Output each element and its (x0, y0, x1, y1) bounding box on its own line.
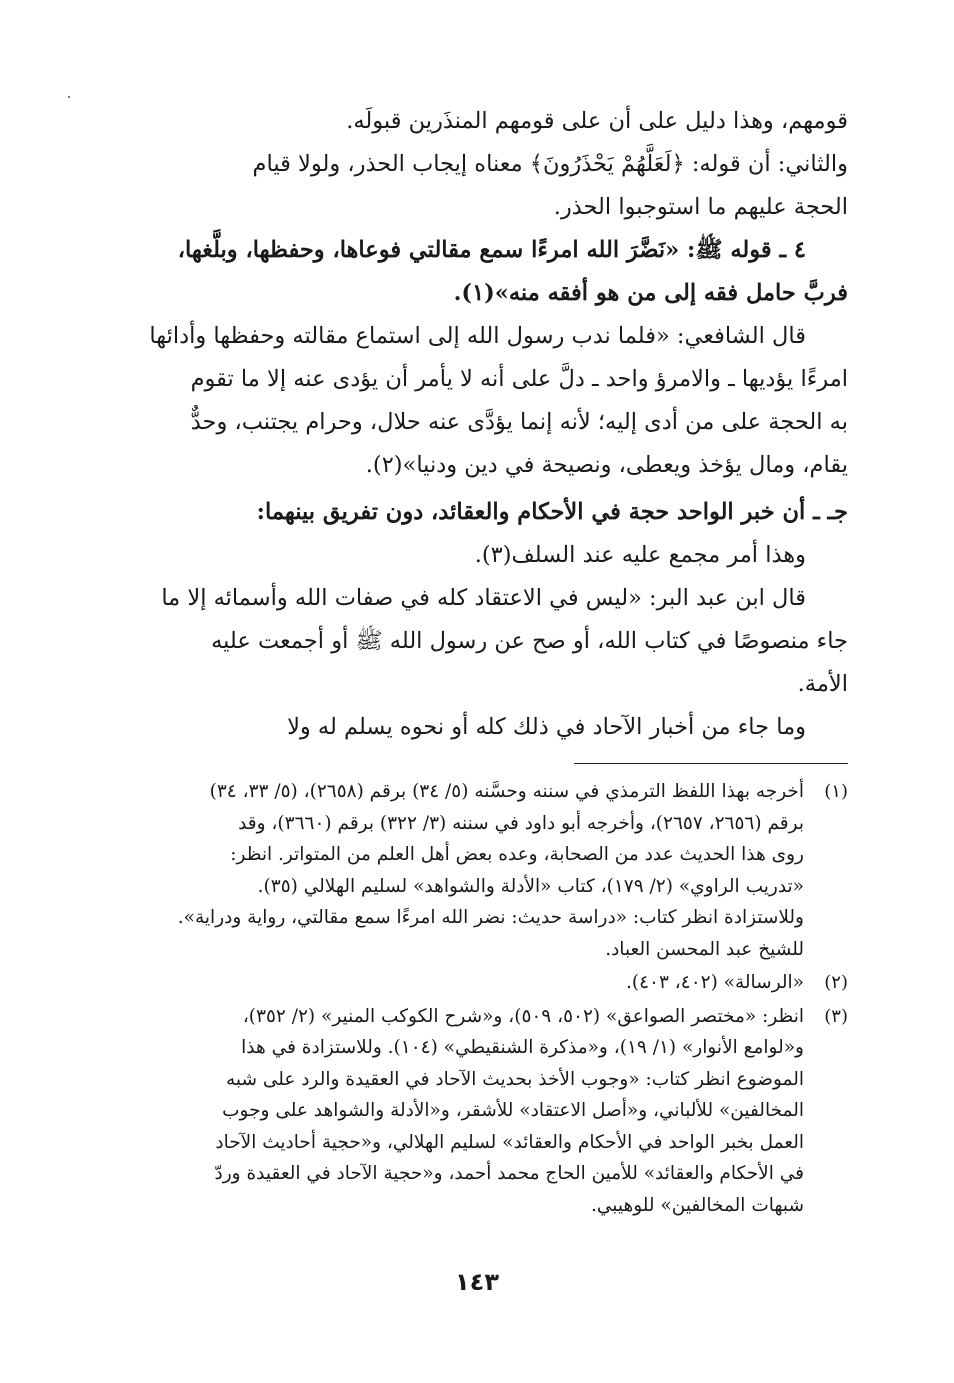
section-heading: جـ ـ أن خبر الواحد حجة في الأحكام والعقائد، دون تفريق بينهما: (256, 499, 848, 525)
footnote-number: (١) (824, 781, 848, 802)
footnote-number: (٢) (824, 972, 848, 993)
footnote-1 (100, 776, 848, 965)
footnote-line: العمل بخبر الواحد في الأحكام والعقائد» لسليم الهلالي، و«حجية أحاديث الآحاد (215, 1131, 804, 1153)
footnotes (100, 776, 848, 1221)
stray-ink-mark (68, 96, 70, 98)
body-line: به الحجة على من أدى إليه؛ لأنه إنما يؤدَّى عنه حلال، وحرام يجتنب، وحدٌّ (190, 409, 848, 435)
body-line: وهذا أمر مجمع عليه عند السلف(٣). (474, 542, 806, 568)
body-line: وما جاء من أخبار الآحاد في ذلك كله أو نحوه يسلم له ولا (287, 714, 806, 740)
footnote-line: روى هذا الحديث عدد من الصحابة، وعده بعض أهل العلم من المتواتر. انظر: (230, 844, 804, 865)
hadith-line: فربَّ حامل فقه إلى من هو أفقه منه»(١). (453, 280, 848, 306)
body-line: جاء منصوصًا في كتاب الله، أو صح عن رسول الله ﷺ أو أجمعت عليه (211, 628, 848, 654)
footnote-line: الموضوع انظر كتاب: «وجوب الأخذ بحديث الآحاد في العقيدة والرد على شبه (225, 1068, 804, 1090)
footnote-3 (100, 1001, 848, 1222)
footnote-line: للشيخ عبد المحسن العباد. (605, 938, 804, 960)
footnote-line: في الأحكام والعقائد» للأمين الحاج محمد أحمد، و«حجية الآحاد في العقيدة وردّ (214, 1163, 804, 1184)
main-text (100, 100, 848, 749)
body-line: قومهم، وهذا دليل على أن على قومهم المنذَرين قبولَه. (346, 108, 848, 134)
footnote-line: انظر: «مختصر الصواعق» (٥٠٢، ٥٠٩)، و«شرح الكوكب المنير» (٢/ ٣٥٢)، (242, 1005, 804, 1027)
footnote-line: برقم (٢٦٥٦، ٢٦٥٧)، وأخرجه أبو داود في سننه (٣/ ٣٢٢) برقم (٣٦٦٠)، وقد (238, 812, 804, 834)
hadith-line: ٤ ـ قوله ﷺ: «نَضَّرَ الله امرءًا سمع مقالتي فوعاها، وحفظها، وبلَّغها، (177, 237, 806, 263)
footnote-line: شبهات المخالفين» للوهيبي. (591, 1194, 804, 1216)
footnote-number: (٣) (824, 1005, 848, 1027)
body-line: قال ابن عبد البر: «ليس في الاعتقاد كله في صفات الله وأسمائه إلا ما (161, 585, 806, 611)
body-line: والثاني: أن قوله: ﴿لَعَلَّهُمْ يَحْذَرُونَ﴾ معناه إيجاب الحذر، ولولا قيام (252, 151, 848, 177)
page-number: ١٤٣ (455, 1268, 499, 1296)
footnote-line: أخرجه بهذا اللفظ الترمذي في سننه وحسَّنه (٥/ ٣٤) برقم (٢٦٥٨)، (٥/ ٣٣، ٣٤) (209, 781, 804, 802)
footnote-line: «الرسالة» (٤٠٢، ٤٠٣). (625, 972, 804, 993)
body-line: الأمة. (797, 671, 848, 697)
footnote-separator (574, 763, 848, 764)
body-line: الحجة عليهم ما استوجبوا الحذر. (553, 194, 848, 220)
footnote-line: و«لوامع الأنوار» (١/ ١٩)، و«مذكرة الشنقيطي» (١٠٤). وللاستزادة في هذا (241, 1037, 804, 1058)
footnote-2 (100, 967, 848, 999)
footnote-line: وللاستزادة انظر كتاب: «دراسة حديث: نضر الله امرءًا سمع مقالتي، رواية ودراية». (177, 907, 804, 928)
body-line: يقام، ومال يؤخذ ويعطى، ونصيحة في دين ودنيا»(٢). (365, 452, 848, 478)
footnote-line: المخالفين» للألباني، و«أصل الاعتقاد» للأشقر، و«الأدلة والشواهد على وجوب (222, 1100, 804, 1121)
body-line: امرءًا يؤديها ـ والامرؤ واحد ـ دلَّ على أنه لا يأمر أن يؤدى عنه إلا ما تقوم (190, 366, 848, 392)
footnote-line: «تدريب الراوي» (٢/ ١٧٩)، كتاب «الأدلة والشواهد» لسليم الهلالي (٣٥). (257, 875, 804, 897)
body-line: قال الشافعي: «فلما ندب رسول الله إلى استماع مقالته وحفظها وأدائها (149, 323, 806, 349)
